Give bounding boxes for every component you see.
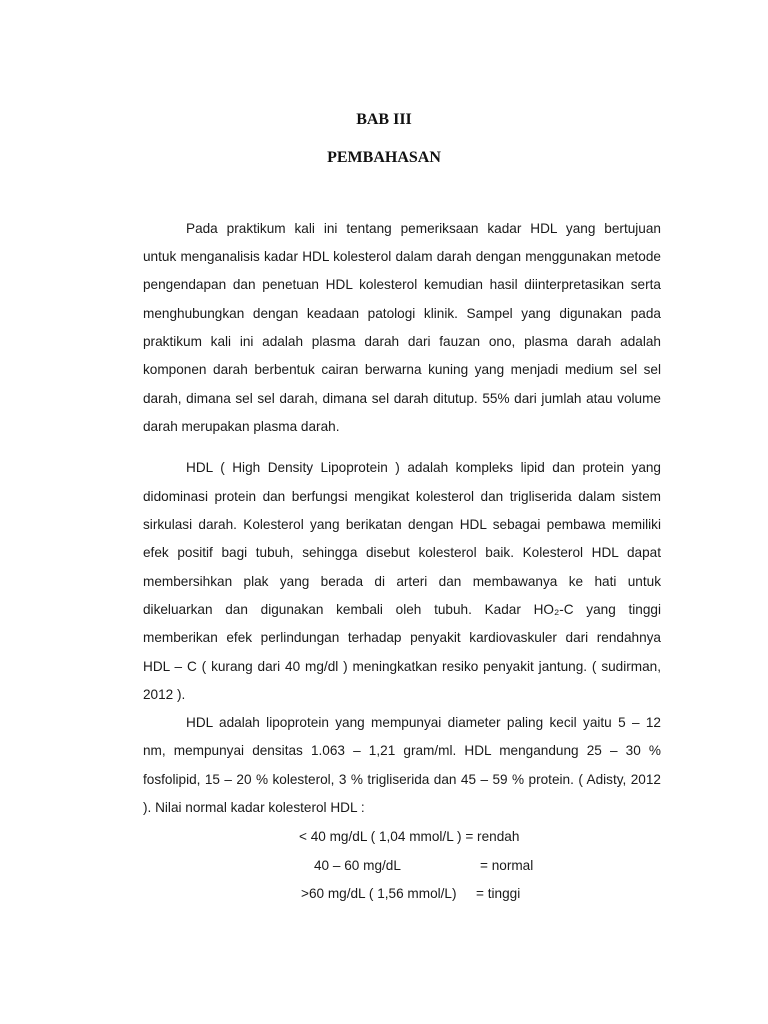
paragraph-line: komponen darah berbentuk cairan berwarna kuning yang menjadi medium sel sel — [143, 362, 661, 377]
normal-value-range: 40 – 60 mg/dL — [314, 858, 401, 873]
chapter-number: BAB III — [356, 111, 412, 128]
normal-value-range: >60 mg/dL ( 1,56 mmol/L) — [301, 886, 457, 901]
paragraph-line: HDL – C ( kurang dari 40 mg/dl ) meningkatkan resiko penyakit jantung. ( sudirman, — [143, 659, 661, 674]
paragraph-line: nm, mempunyai densitas 1.063 – 1,21 gram/ml. HDL mengandung 25 – 30 % — [143, 743, 661, 758]
paragraph-line: sirkulasi darah. Kolesterol yang berikatan dengan HDL sebagai pembawa memiliki — [143, 517, 661, 532]
paragraph-line: darah, dimana sel sel darah, dimana sel darah ditutup. 55% dari jumlah atau volume — [143, 391, 661, 406]
paragraph-line: didominasi protein dan berfungsi mengikat kolesterol dan trigliserida dalam sistem — [143, 489, 661, 504]
paragraph-line: efek positif bagi tubuh, sehingga disebut kolesterol baik. Kolesterol HDL dapat — [143, 545, 661, 560]
paragraph-line: dikeluarkan dan digunakan kembali oleh tubuh. Kadar HO₂-C yang tinggi — [143, 602, 661, 617]
normal-value-category: = normal — [480, 858, 534, 873]
normal-value-range: < 40 mg/dL ( 1,04 mmol/L ) = rendah — [299, 829, 520, 844]
paragraph-line: ). Nilai normal kadar kolesterol HDL : — [143, 800, 365, 815]
paragraph-line: pengendapan dan penetuan HDL kolesterol kemudian hasil diinterpretasikan serta — [143, 277, 661, 292]
paragraph-line: HDL adalah lipoprotein yang mempunyai diameter paling kecil yaitu 5 – 12 — [186, 715, 661, 730]
normal-value-category: = tinggi — [476, 886, 521, 901]
paragraph-line: membersihkan plak yang berada di arteri dan membawanya ke hati untuk — [143, 574, 661, 589]
chapter-title: PEMBAHASAN — [327, 149, 441, 166]
paragraph-line: memberikan efek perlindungan terhadap penyakit kardiovaskuler dari rendahnya — [143, 630, 661, 645]
paragraph-line: Pada praktikum kali ini tentang pemeriksaan kadar HDL yang bertujuan — [186, 221, 661, 236]
paragraph-line: praktikum kali ini adalah plasma darah dari fauzan ono, plasma darah adalah — [143, 334, 661, 349]
paragraph-line: 2012 ). — [143, 687, 186, 702]
paragraph-line: menghubungkan dengan keadaan patologi klinik. Sampel yang digunakan pada — [143, 306, 661, 321]
paragraph-line: HDL ( High Density Lipoprotein ) adalah kompleks lipid dan protein yang — [186, 460, 661, 475]
paragraph-line: untuk menganalisis kadar HDL kolesterol dalam darah dengan menggunakan metode — [143, 249, 661, 264]
paragraph-line: fosfolipid, 15 – 20 % kolesterol, 3 % trigliserida dan 45 – 59 % protein. ( Adisty, 2012 — [143, 772, 661, 787]
paragraph-line: darah merupakan plasma darah. — [143, 419, 340, 434]
